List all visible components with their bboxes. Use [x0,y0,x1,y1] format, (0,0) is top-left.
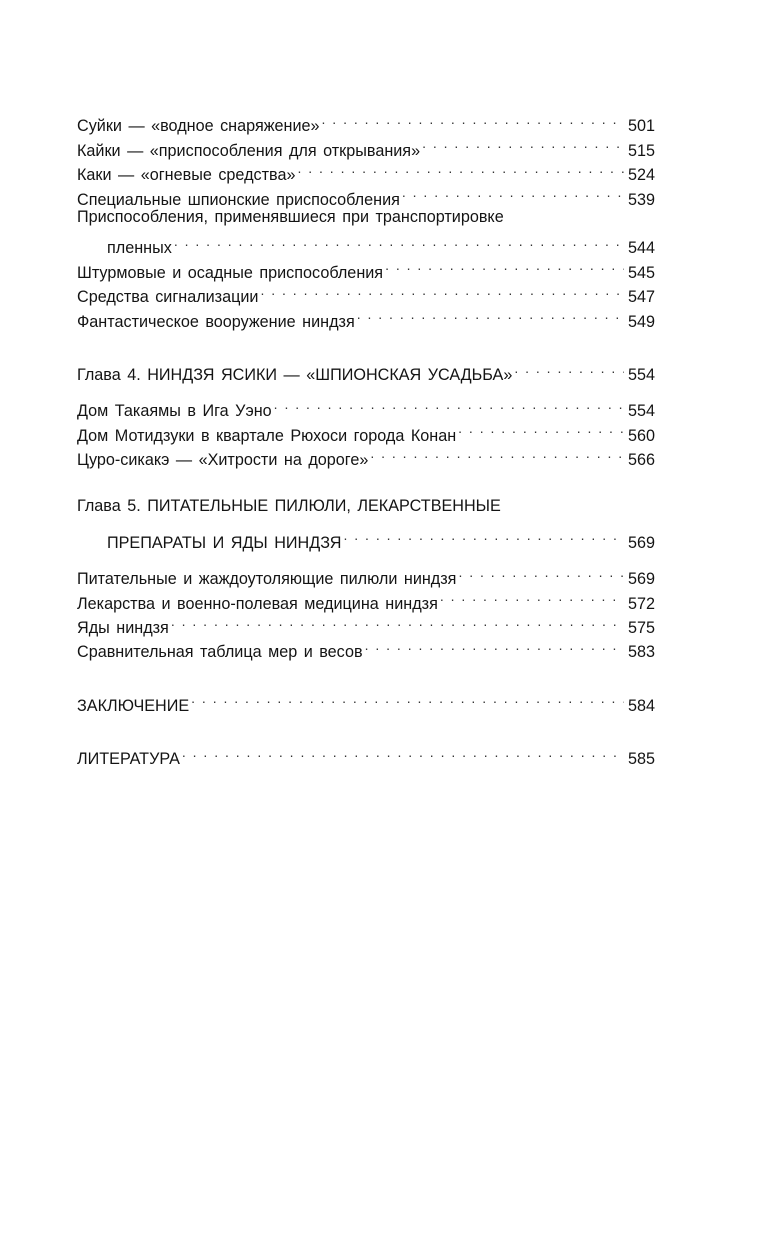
dot-leader [260,278,624,302]
dot-leader [171,609,624,633]
dot-leader [365,633,624,657]
toc-entry-title: Штурмовые и осадные приспособления [77,263,384,282]
toc-entry-page: 566 [627,451,655,470]
dot-leader [357,302,624,326]
toc-entry-title: Суйки — «водное снаряжение» [77,117,320,136]
toc-entry-page: 549 [627,312,655,331]
chapter-title: Глава 4. НИНДЗЯ ЯСИКИ — «ШПИОНСКАЯ УСАДЬБА» [77,365,513,384]
toc-entry-page: 583 [627,643,655,662]
dot-leader [174,229,624,253]
toc-entry-title: пленных [107,239,172,258]
toc-entry-title: Дом Мотидзуки в квартале Рюхоси города Конан [77,426,457,445]
dot-leader [191,686,624,710]
toc-entry-page: 547 [627,288,655,307]
dot-leader [458,416,624,440]
toc-entry-title: Питательные и жаждоутоляющие пилюли ниндзя [77,570,457,589]
table-of-contents [77,107,655,769]
toc-entry-page: 584 [627,696,655,715]
toc-entry-page: 554 [627,402,655,421]
toc-entry-title: Средства сигнализации [77,288,259,307]
toc-entry-page: 544 [627,239,655,258]
toc-entry-page: 539 [627,190,655,209]
chapter-heading [77,356,655,384]
toc-entry-title: Цуро-сикакэ — «Хитрости на дороге» [77,451,369,470]
toc-entry-title: Кайки — «приспособления для открывания» [77,141,421,160]
toc-entry-title: ЗАКЛЮЧЕНИЕ [77,696,190,715]
dot-leader [440,584,624,608]
dot-leader [274,392,624,416]
toc-entry [77,560,655,589]
dot-leader [514,356,624,380]
dot-leader [370,441,624,465]
dot-leader [297,156,624,180]
toc-entry-page: 585 [627,750,655,769]
toc-entry-title: Сравнительная таблица мер и весов [77,643,363,662]
chapter-title-line1: Глава 5. ПИТАТЕЛЬНЫЕ ПИЛЮЛИ, ЛЕКАРСТВЕННЫЕ [77,497,501,516]
toc-entry-literature [77,740,655,769]
toc-entry [77,107,655,136]
toc-entry-title: Дом Такаямы в Ига Уэно [77,402,272,421]
toc-entry [77,205,655,229]
toc-entry-page: 501 [627,117,655,136]
toc-entry-title: Приспособления, применявшиеся при транспортировке [77,207,504,226]
chapter-page: 569 [627,533,655,552]
toc-entry-page: 545 [627,263,655,282]
toc-entry-title: Лекарства и военно-полевая медицина ниндзя [77,594,438,613]
toc-entry-page: 515 [627,141,655,160]
toc-entry-title: ЛИТЕРАТУРА [77,750,180,769]
toc-entry-page: 524 [627,166,655,185]
dot-leader [458,560,624,584]
toc-entry-page: 569 [627,570,655,589]
chapter-heading [77,494,655,518]
dot-leader [182,740,624,764]
toc-entry-page: 560 [627,426,655,445]
dot-leader [402,180,624,204]
toc-entry [77,392,655,421]
toc-entry-title: Фантастическое вооружение ниндзя [77,312,355,331]
toc-entry [77,229,655,258]
chapter-page: 554 [627,365,655,384]
toc-entry-title: Специальные шпионские приспособления [77,190,400,209]
dot-leader [385,253,624,277]
toc-entry-page: 575 [627,619,655,638]
toc-entry-title: Каки — «огневые средства» [77,166,296,185]
chapter-title-line2: ПРЕПАРАТЫ И ЯДЫ НИНДЗЯ [107,533,342,552]
toc-entry-page: 572 [627,594,655,613]
toc-entry-title: Яды ниндзя [77,619,169,638]
toc-entry-conclusion [77,686,655,715]
dot-leader [344,523,624,547]
chapter-heading-continued [77,523,655,552]
dot-leader [322,107,624,131]
dot-leader [422,131,624,155]
